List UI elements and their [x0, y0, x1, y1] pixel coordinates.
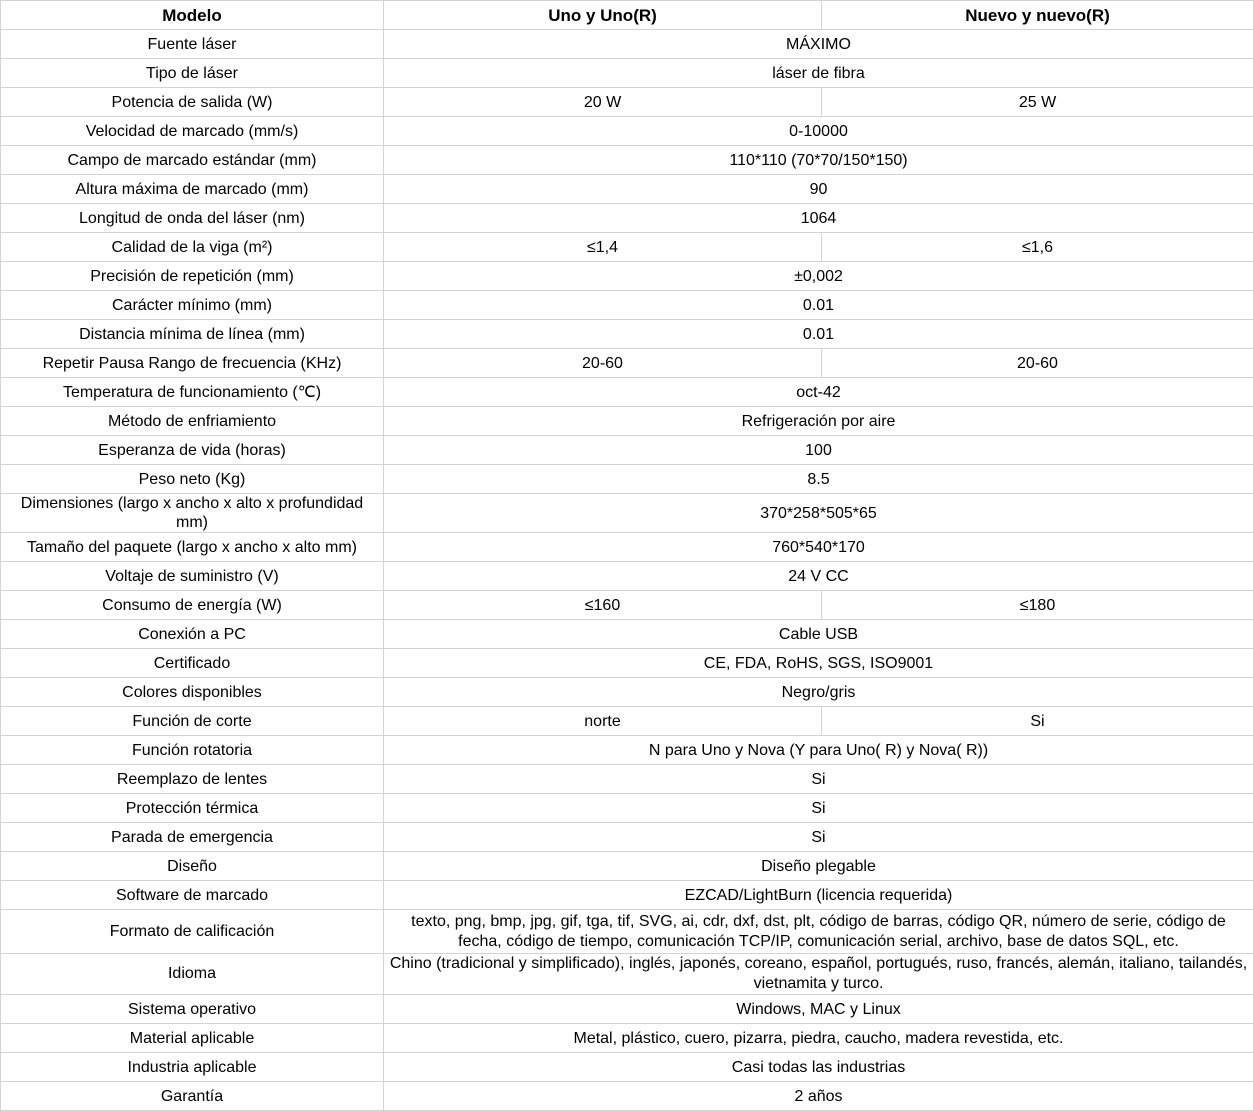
- table-row: [1, 320, 1253, 349]
- row-value-a: norte: [384, 707, 822, 736]
- row-value: láser de fibra: [384, 59, 1253, 88]
- row-label: Tipo de láser: [1, 59, 384, 88]
- table-row: [1, 794, 1253, 823]
- row-label: Garantía: [1, 1082, 384, 1111]
- row-label: Material aplicable: [1, 1024, 384, 1053]
- row-value-a: ≤160: [384, 591, 822, 620]
- table-row: [1, 436, 1253, 465]
- row-label: Parada de emergencia: [1, 823, 384, 852]
- row-label: Longitud de onda del láser (nm): [1, 204, 384, 233]
- table-row: [1, 910, 1253, 954]
- row-value: N para Uno y Nova (Y para Uno( R) y Nova( R)): [384, 736, 1253, 765]
- table-row: [1, 175, 1253, 204]
- table-row: [1, 465, 1253, 494]
- row-value: 90: [384, 175, 1253, 204]
- row-label: Protección térmica: [1, 794, 384, 823]
- table-row: [1, 1024, 1253, 1053]
- row-label: Idioma: [1, 954, 384, 995]
- row-value: EZCAD/LightBurn (licencia requerida): [384, 881, 1253, 910]
- row-value-a: 20-60: [384, 349, 822, 378]
- row-label: Campo de marcado estándar (mm): [1, 146, 384, 175]
- row-value: Chino (tradicional y simplificado), inglés, japonés, coreano, español, portugués, ruso, francés, alemán, italiano, tailandés, vietnamita y turco.: [384, 954, 1253, 995]
- row-label: Dimensiones (largo x ancho x alto x profundidad mm): [1, 494, 384, 533]
- row-label: Voltaje de suministro (V): [1, 562, 384, 591]
- row-value: CE, FDA, RoHS, SGS, ISO9001: [384, 649, 1253, 678]
- table-row: [1, 765, 1253, 794]
- table-row: [1, 707, 1253, 736]
- row-value: oct-42: [384, 378, 1253, 407]
- row-value: 0.01: [384, 320, 1253, 349]
- row-value-b: 20-60: [822, 349, 1253, 378]
- table-row: [1, 59, 1253, 88]
- row-label: Potencia de salida (W): [1, 88, 384, 117]
- table-row: [1, 533, 1253, 562]
- row-value: 760*540*170: [384, 533, 1253, 562]
- row-value: Si: [384, 823, 1253, 852]
- row-value: Windows, MAC y Linux: [384, 995, 1253, 1024]
- row-value: 24 V CC: [384, 562, 1253, 591]
- table-row: [1, 146, 1253, 175]
- row-label: Software de marcado: [1, 881, 384, 910]
- row-value: 110*110 (70*70/150*150): [384, 146, 1253, 175]
- row-value-a: ≤1,4: [384, 233, 822, 262]
- row-label: Altura máxima de marcado (mm): [1, 175, 384, 204]
- row-value: Cable USB: [384, 620, 1253, 649]
- row-value-b: ≤180: [822, 591, 1253, 620]
- row-label: Temperatura de funcionamiento (℃): [1, 378, 384, 407]
- row-value: ±0,002: [384, 262, 1253, 291]
- row-label: Formato de calificación: [1, 910, 384, 954]
- row-label: Fuente láser: [1, 30, 384, 59]
- table-row: [1, 88, 1253, 117]
- row-label: Peso neto (Kg): [1, 465, 384, 494]
- row-value: Negro/gris: [384, 678, 1253, 707]
- table-row: [1, 881, 1253, 910]
- row-value: 8.5: [384, 465, 1253, 494]
- row-label: Repetir Pausa Rango de frecuencia (KHz): [1, 349, 384, 378]
- row-label: Conexión a PC: [1, 620, 384, 649]
- table-row: [1, 736, 1253, 765]
- row-label: Carácter mínimo (mm): [1, 291, 384, 320]
- row-value: texto, png, bmp, jpg, gif, tga, tif, SVG, ai, cdr, dxf, dst, plt, código de barras, código QR, número de serie, código de fecha, código de tiempo, comunicación TCP/IP, comunicación serial, archivo, base de datos SQL, etc.: [384, 910, 1253, 954]
- row-value: Refrigeración por aire: [384, 407, 1253, 436]
- row-label: Esperanza de vida (horas): [1, 436, 384, 465]
- row-label: Precisión de repetición (mm): [1, 262, 384, 291]
- row-label: Diseño: [1, 852, 384, 881]
- table-row: [1, 823, 1253, 852]
- table-row: [1, 678, 1253, 707]
- table-row: [1, 262, 1253, 291]
- row-value: 370*258*505*65: [384, 494, 1253, 533]
- table-row: [1, 233, 1253, 262]
- row-label: Método de enfriamiento: [1, 407, 384, 436]
- row-label: Colores disponibles: [1, 678, 384, 707]
- row-value: MÁXIMO: [384, 30, 1253, 59]
- row-label: Distancia mínima de línea (mm): [1, 320, 384, 349]
- table-row: [1, 349, 1253, 378]
- table-row: [1, 852, 1253, 881]
- table-row: [1, 995, 1253, 1024]
- table-row: [1, 591, 1253, 620]
- row-value-b: Si: [822, 707, 1253, 736]
- table-row: [1, 649, 1253, 678]
- row-value-a: 20 W: [384, 88, 822, 117]
- row-value: Casi todas las industrias: [384, 1053, 1253, 1082]
- table-row: [1, 30, 1253, 59]
- table-row: [1, 562, 1253, 591]
- table-row: [1, 954, 1253, 995]
- table-row: [1, 291, 1253, 320]
- row-value: Si: [384, 794, 1253, 823]
- row-label: Certificado: [1, 649, 384, 678]
- row-label: Velocidad de marcado (mm/s): [1, 117, 384, 146]
- table-row: [1, 1082, 1253, 1111]
- row-value-b: 25 W: [822, 88, 1253, 117]
- row-label: Función rotatoria: [1, 736, 384, 765]
- header-row: [1, 1, 1253, 30]
- table-row: [1, 204, 1253, 233]
- row-value: 0-10000: [384, 117, 1253, 146]
- header-col-a: Uno y Uno(R): [384, 1, 822, 30]
- row-label: Consumo de energía (W): [1, 591, 384, 620]
- row-label: Función de corte: [1, 707, 384, 736]
- table-row: [1, 407, 1253, 436]
- row-value: 1064: [384, 204, 1253, 233]
- header-col-b: Nuevo y nuevo(R): [822, 1, 1253, 30]
- row-label: Reemplazo de lentes: [1, 765, 384, 794]
- row-label: Calidad de la viga (m²): [1, 233, 384, 262]
- row-value: 0.01: [384, 291, 1253, 320]
- row-value: 100: [384, 436, 1253, 465]
- row-value-b: ≤1,6: [822, 233, 1253, 262]
- table-row: [1, 378, 1253, 407]
- row-value: Si: [384, 765, 1253, 794]
- header-model: Modelo: [1, 1, 384, 30]
- row-value: Diseño plegable: [384, 852, 1253, 881]
- row-value: Metal, plástico, cuero, pizarra, piedra, caucho, madera revestida, etc.: [384, 1024, 1253, 1053]
- row-value: 2 años: [384, 1082, 1253, 1111]
- row-label: Tamaño del paquete (largo x ancho x alto mm): [1, 533, 384, 562]
- table-row: [1, 494, 1253, 533]
- table-row: [1, 1053, 1253, 1082]
- table-row: [1, 117, 1253, 146]
- table-row: [1, 620, 1253, 649]
- row-label: Industria aplicable: [1, 1053, 384, 1082]
- row-label: Sistema operativo: [1, 995, 384, 1024]
